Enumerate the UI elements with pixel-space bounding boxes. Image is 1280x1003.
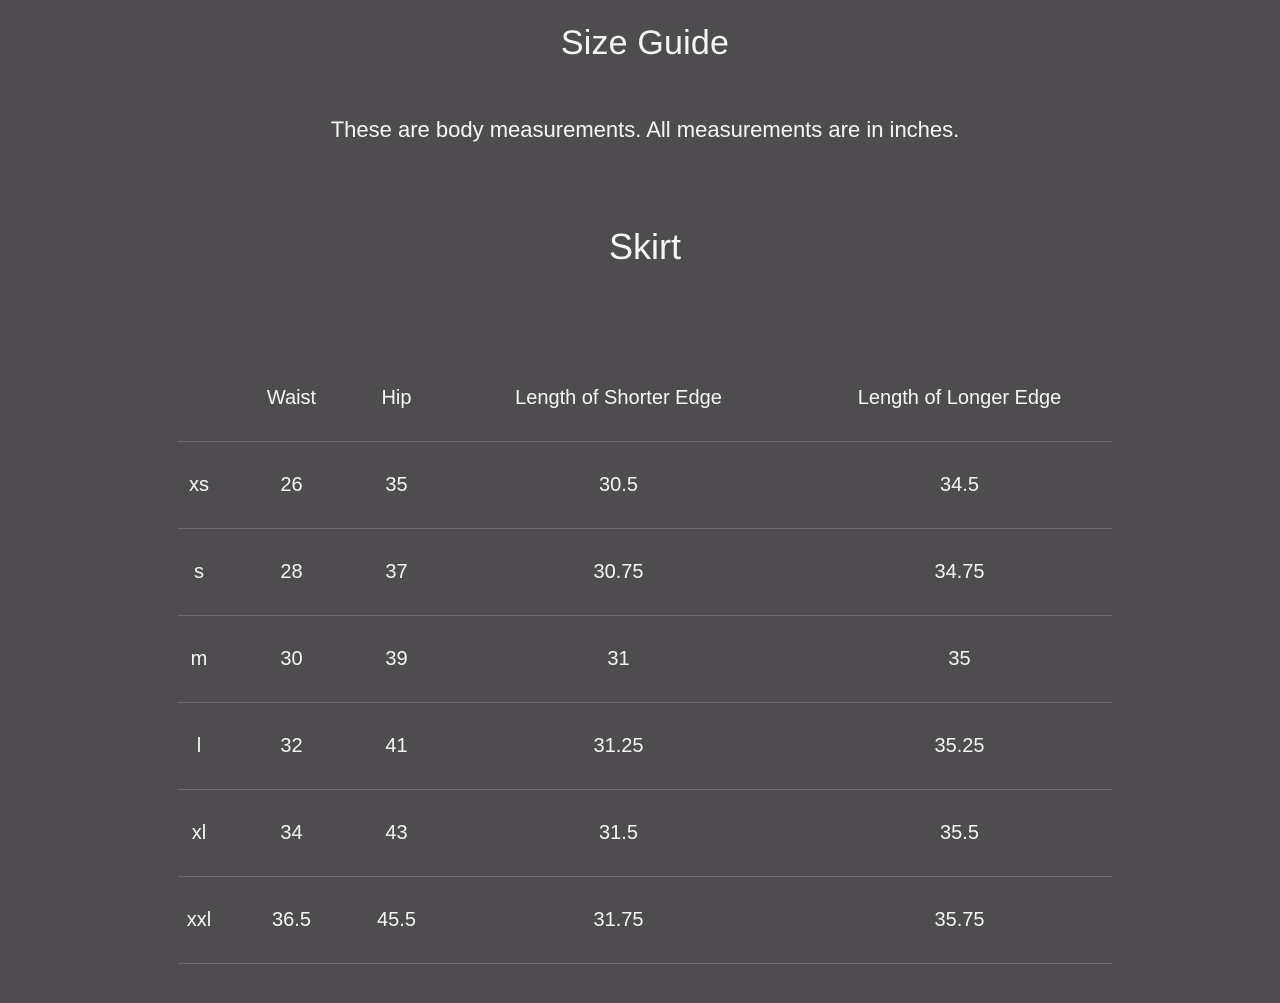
shorter-edge-cell: 31.75: [430, 877, 807, 964]
hip-cell: 35: [363, 442, 430, 529]
waist-cell: 26: [220, 442, 363, 529]
hip-cell: 45.5: [363, 877, 430, 964]
hip-cell: 43: [363, 790, 430, 877]
shorter-edge-cell: 30.5: [430, 442, 807, 529]
header-size: [178, 355, 220, 442]
table-row: [178, 616, 1112, 703]
waist-cell: 30: [220, 616, 363, 703]
size-table: [178, 355, 1112, 964]
table-row: [178, 790, 1112, 877]
longer-edge-cell: 34.5: [807, 442, 1112, 529]
page-title: Size Guide: [560, 24, 730, 62]
header-shorter-edge: Length of Shorter Edge: [430, 355, 807, 442]
longer-edge-cell: 35.75: [807, 877, 1112, 964]
hip-cell: 39: [363, 616, 430, 703]
hip-cell: 41: [363, 703, 430, 790]
size-cell: m: [178, 616, 220, 703]
waist-cell: 32: [220, 703, 363, 790]
shorter-edge-cell: 31: [430, 616, 807, 703]
shorter-edge-cell: 31.25: [430, 703, 807, 790]
shorter-edge-cell: 30.75: [430, 529, 807, 616]
table-row: [178, 877, 1112, 964]
size-cell: l: [178, 703, 220, 790]
shorter-edge-cell: 31.5: [430, 790, 807, 877]
header-longer-edge: Length of Longer Edge: [807, 355, 1112, 442]
longer-edge-cell: 35: [807, 616, 1112, 703]
waist-cell: 28: [220, 529, 363, 616]
size-cell: xl: [178, 790, 220, 877]
hip-cell: 37: [363, 529, 430, 616]
longer-edge-cell: 35.25: [807, 703, 1112, 790]
longer-edge-cell: 35.5: [807, 790, 1112, 877]
table-row: [178, 442, 1112, 529]
table-row: [178, 529, 1112, 616]
size-cell: s: [178, 529, 220, 616]
table-row: [178, 703, 1112, 790]
waist-cell: 36.5: [220, 877, 363, 964]
page-subtitle: These are body measurements. All measurements are in inches.: [330, 117, 960, 142]
table-header-row: [178, 355, 1112, 442]
size-cell: xxl: [178, 877, 220, 964]
size-cell: xs: [178, 442, 220, 529]
waist-cell: 34: [220, 790, 363, 877]
section-title: Skirt: [609, 226, 681, 267]
header-hip: Hip: [363, 355, 430, 442]
longer-edge-cell: 34.75: [807, 529, 1112, 616]
header-waist: Waist: [220, 355, 363, 442]
